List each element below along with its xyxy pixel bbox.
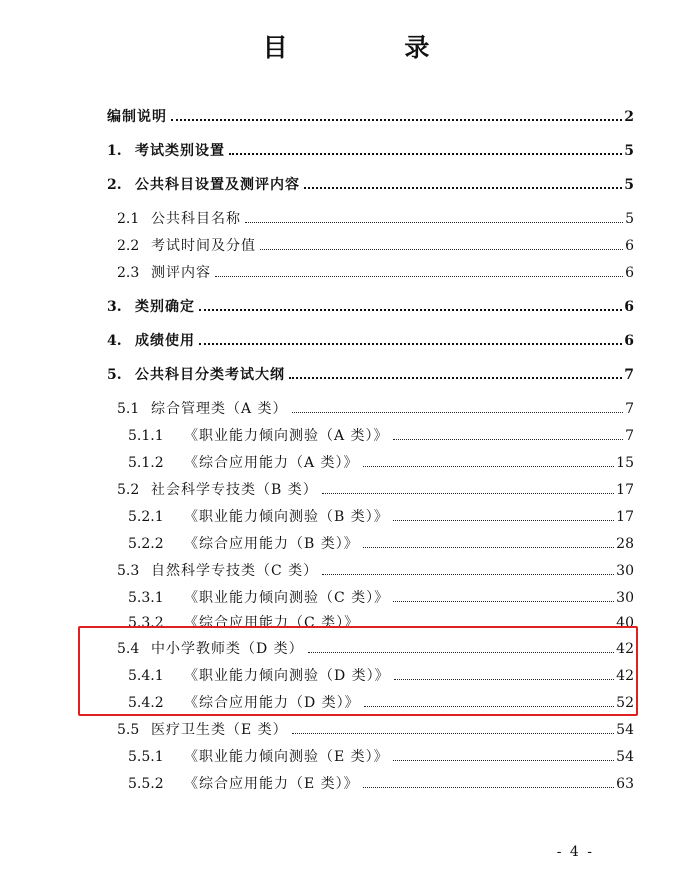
dot-leader [364,705,614,707]
dot-leader [292,411,624,413]
toc-entry[interactable] [128,452,634,472]
toc-entry-title: 中小学教师类（D 类） [151,641,304,657]
dot-leader [393,438,624,440]
dot-leader [322,492,614,494]
dot-leader [363,786,615,788]
dot-leader [393,759,615,761]
toc-entry[interactable] [117,479,634,499]
toc-entry-number: 5.2 [117,482,140,498]
toc-entry[interactable] [117,719,634,739]
toc-entry[interactable] [117,560,634,580]
toc-entry[interactable] [128,773,634,793]
toc-entry-page: 42 [616,668,634,684]
toc-entry-number: 5.3.2 [128,615,164,631]
dot-leader [363,465,615,467]
dot-leader [171,118,622,121]
toc-entry[interactable] [117,235,634,255]
toc-entry-title: 《职业能力倾向测验（B 类）》 [184,509,389,525]
dot-leader [363,546,614,548]
toc-entry-number: 5. [107,367,122,383]
toc-entry-page: 40 [616,615,634,631]
toc-entry[interactable] [107,140,634,160]
toc-entry-title: 《职业能力倾向测验（C 类）》 [184,590,390,606]
toc-entry[interactable] [117,638,634,658]
toc-entry-title: 《职业能力倾向测验（E 类）》 [184,749,389,765]
toc-entry-number: 5.1 [117,401,140,417]
toc-entry-title: 编制说明 [107,109,167,125]
toc-entry[interactable] [128,665,634,685]
toc-entry[interactable] [107,174,634,194]
dot-leader [394,678,614,680]
dot-leader [229,152,622,155]
toc-entry[interactable] [107,296,634,316]
toc-entry-title: 《职业能力倾向测验（A 类）》 [184,428,389,444]
toc-entry-number: 5.5.1 [128,749,164,765]
toc-entry-title: 《综合应用能力（E 类）》 [184,776,359,792]
toc-entry-title: 《综合应用能力（A 类）》 [184,455,359,471]
toc-entry-number: 5.1.2 [128,455,164,471]
toc-entry[interactable] [117,208,634,228]
toc-entry-page: 17 [616,509,634,525]
toc-entry-number: 5.3 [117,563,140,579]
toc-entry[interactable] [128,506,634,526]
toc-entry-number: 5.2.1 [128,509,164,525]
toc-entry-number: 3. [107,299,122,315]
toc-entry-page: 54 [616,722,634,738]
toc-entry-page: 6 [625,265,634,281]
toc-entry-page: 5 [625,211,634,227]
toc-entry[interactable] [128,533,634,553]
toc-entry-title: 综合管理类（A 类） [151,401,288,417]
toc-entry-page: 17 [616,482,634,498]
dot-leader [199,308,622,311]
toc-entry-title: 公共科目名称 [151,211,241,227]
toc-entry-title: 考试类别设置 [135,143,225,159]
toc-entry-number: 2.3 [117,265,140,281]
toc-entry-title: 类别确定 [135,299,195,315]
toc-entry-number: 2. [107,177,122,193]
dot-leader [322,573,614,575]
toc-entry[interactable] [117,398,634,418]
toc-entry-page: 6 [624,333,634,349]
toc-entry-page: 30 [616,563,634,579]
toc-entry-number: 5.3.1 [128,590,164,606]
toc-entry-title: 考试时间及分值 [151,238,256,254]
toc-entry-page: 54 [616,749,634,765]
toc-entry-page: 52 [616,695,634,711]
toc-entry-page: 7 [625,401,634,417]
toc-entry-number: 2.1 [117,211,140,227]
toc-entry-page: 2 [624,109,634,125]
toc-entry-page: 5 [624,143,634,159]
toc-entry-number: 4. [107,333,122,349]
dot-leader [215,275,623,277]
dot-leader [260,248,623,250]
toc-entry-page: 6 [625,238,634,254]
toc-entry-number: 2.2 [117,238,140,254]
toc-entry[interactable] [117,262,634,282]
toc-entry-page: 15 [616,455,634,471]
toc-entry-page: 28 [616,536,634,552]
toc-entry-number: 5.4.2 [128,695,164,711]
page-title: 目 录 [262,33,484,62]
toc-entry-page: 42 [616,641,634,657]
dot-leader [289,376,622,379]
dot-leader [245,221,623,223]
toc-entry-title: 《综合应用能力（B 类）》 [184,536,359,552]
toc-entry-title: 公共科目分类考试大纲 [135,367,285,383]
toc-entry-title: 社会科学专技类（B 类） [151,482,318,498]
toc-entry[interactable] [107,330,634,350]
toc-entry-title: 自然科学专技类（C 类） [151,563,319,579]
toc-entry-title: 医疗卫生类（E 类） [151,722,288,738]
toc-entry[interactable] [128,692,634,712]
toc-entry-page: 5 [624,177,634,193]
toc-entry-page: 7 [624,367,634,383]
dot-leader [393,519,614,521]
dot-leader [199,342,622,345]
toc-entry-title: 《综合应用能力（C 类）》 [184,615,360,631]
toc-entry-number: 5.4 [117,641,140,657]
toc-entry-page: 6 [624,299,634,315]
toc-entry-number: 5.4.1 [128,668,164,684]
toc-entry[interactable] [128,587,634,607]
toc-entry[interactable] [128,425,634,445]
toc-entry-number: 1. [107,143,122,159]
toc-entry-title: 测评内容 [151,265,211,281]
toc-entry-number: 5.5 [117,722,140,738]
toc-entry-title: 《职业能力倾向测验（D 类）》 [184,668,390,684]
toc-entry-page: 30 [616,590,634,606]
page-number: - 4 - [556,844,594,860]
dot-leader [308,651,614,653]
toc-entry[interactable] [107,106,634,126]
dot-leader [304,186,622,189]
toc-entry-page: 7 [625,428,634,444]
toc-entry[interactable] [128,746,634,766]
toc-entry-page: 63 [616,776,634,792]
toc-entry-title: 公共科目设置及测评内容 [135,177,300,193]
toc-entry-title: 《综合应用能力（D 类）》 [184,695,360,711]
toc-entry-title: 成绩使用 [135,333,195,349]
toc-entry[interactable] [107,364,634,384]
toc-entry-number: 5.5.2 [128,776,164,792]
toc-entry-number: 5.1.1 [128,428,164,444]
dot-leader [292,732,615,734]
toc-entry-number: 5.2.2 [128,536,164,552]
dot-leader [393,600,614,602]
